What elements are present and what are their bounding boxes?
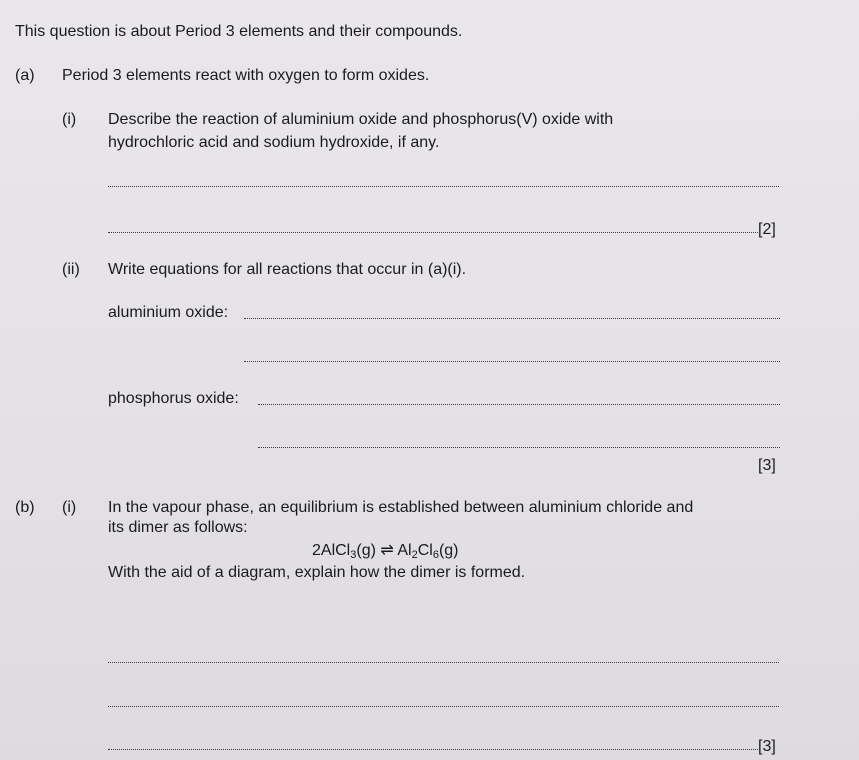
- equation-rhs-al: Al: [397, 542, 412, 559]
- part-a-i-line2: hydrochloric acid and sodium hydroxide, if any.: [108, 134, 440, 151]
- answer-line-phosphorus-2[interactable]: [258, 447, 780, 448]
- answer-line-a-i-2[interactable]: [108, 232, 758, 233]
- answer-line-phosphorus-1[interactable]: [258, 404, 780, 405]
- equation-lhs: 2AlCl: [312, 542, 351, 559]
- part-a-i-label: (i): [62, 111, 77, 128]
- part-a-label: (a): [15, 67, 35, 84]
- question-intro: This question is about Period 3 elements and their compounds.: [15, 23, 463, 40]
- equation-lhs-state: (g): [356, 542, 376, 559]
- part-a-i-line1: Describe the reaction of aluminium oxide and phosphorus(V) oxide with: [108, 111, 614, 128]
- answer-line-b-i-3[interactable]: [108, 749, 758, 750]
- equation-rhs-cl: Cl: [417, 542, 433, 559]
- answer-line-aluminium-1[interactable]: [244, 318, 780, 319]
- equation-lhs-subscript: 3: [350, 549, 357, 561]
- answer-line-aluminium-2[interactable]: [244, 361, 780, 362]
- aluminium-oxide-label: aluminium oxide:: [108, 304, 229, 321]
- part-b-i-line2: its dimer as follows:: [108, 519, 248, 536]
- marks-a-i: [2]: [758, 221, 776, 238]
- part-b-i-line1: In the vapour phase, an equilibrium is established between aluminium chloride and: [108, 499, 694, 516]
- answer-line-b-i-2[interactable]: [108, 706, 779, 707]
- part-b-i-label: (i): [62, 499, 77, 516]
- equation-rhs-al-subscript: 2: [411, 549, 418, 561]
- part-a-text: Period 3 elements react with oxygen to form oxides.: [62, 67, 430, 84]
- marks-b-i: [3]: [758, 738, 776, 755]
- answer-line-a-i-1[interactable]: [108, 186, 779, 187]
- marks-a-ii: [3]: [758, 457, 776, 474]
- equation-rhs-cl-subscript: 6: [432, 549, 439, 561]
- equilibrium-arrow-icon: ⇌: [380, 542, 394, 559]
- part-a-ii-text: Write equations for all reactions that occur in (a)(i).: [108, 261, 467, 278]
- part-b-i-instruction: With the aid of a diagram, explain how the dimer is formed.: [108, 564, 526, 581]
- answer-line-b-i-1[interactable]: [108, 662, 779, 663]
- part-a-ii-label: (ii): [62, 261, 80, 278]
- equation-rhs-state: (g): [438, 542, 459, 559]
- phosphorus-oxide-label: phosphorus oxide:: [108, 390, 239, 407]
- equilibrium-equation: [312, 541, 459, 561]
- part-b-label: (b): [15, 499, 35, 516]
